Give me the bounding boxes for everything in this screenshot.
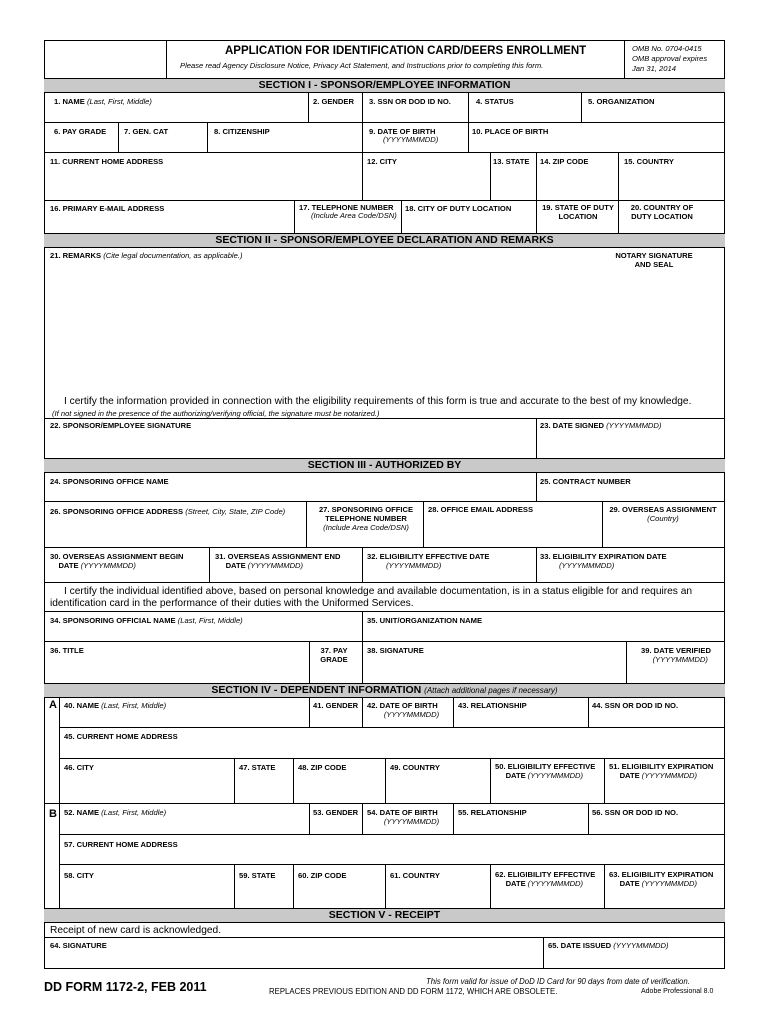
section-4-header: SECTION IV - DEPENDENT INFORMATION (Attach additional pages if necessary)	[44, 683, 725, 698]
field-17-label: 17. TELEPHONE NUMBER	[299, 203, 394, 212]
section-1-header: SECTION I - SPONSOR/EMPLOYEE INFORMATION	[44, 78, 725, 93]
validity-note: This form valid for issue of DoD ID Card for 90 days from date of verification.	[426, 977, 690, 986]
form-subtitle: Please read Agency Disclosure Notice, Privacy Act Statement, and Instructions prior to completing this form.	[180, 61, 544, 70]
header-divider-right	[624, 40, 625, 78]
field-12-label: 12. CITY	[367, 157, 397, 166]
divider	[602, 501, 603, 547]
field-11-label: 11. CURRENT HOME ADDRESS	[50, 157, 164, 166]
row-line	[44, 200, 725, 201]
frame-left	[44, 40, 45, 969]
divider	[604, 758, 605, 803]
form-identifier: DD FORM 1172-2, FEB 2011	[44, 980, 207, 994]
divider	[401, 200, 402, 233]
field-51-label: 51. ELIGIBILITY EXPIRATION DATE (YYYYMMMDD)	[609, 762, 714, 780]
header-divider-left	[166, 40, 167, 78]
omb-number: OMB No. 0704-0415	[632, 44, 702, 53]
field-21-label: 21. REMARKS (Cite legal documentation, as applicable.)	[50, 251, 243, 260]
field-56-label: 56. SSN OR DOD ID NO.	[592, 808, 679, 817]
divider	[490, 864, 491, 908]
field-30-label: 30. OVERSEAS ASSIGNMENT BEGIN DATE (YYYYMMMDD)	[50, 552, 184, 570]
omb-date: Jan 31, 2014	[632, 64, 676, 73]
dependent-b-marker: B	[49, 808, 57, 820]
divider	[385, 758, 386, 803]
field-40-label: 40. NAME (Last, First, Middle)	[64, 701, 167, 710]
field-6-label: 6. PAY GRADE	[54, 127, 107, 136]
divider	[234, 864, 235, 908]
field-10-label: 10. PLACE OF BIRTH	[472, 127, 549, 136]
notary-label: NOTARY SIGNATURE AND SEAL	[615, 251, 693, 269]
field-2-label: 2. GENDER	[313, 97, 354, 106]
divider	[536, 152, 537, 200]
dependent-a-marker: A	[49, 699, 57, 711]
field-61-label: 61. COUNTRY	[390, 871, 440, 880]
divider	[453, 803, 454, 834]
field-9-format: (YYYYMMMDD)	[383, 135, 439, 144]
section-3-header: SECTION III - AUTHORIZED BY	[44, 458, 725, 473]
divider	[618, 152, 619, 200]
divider	[306, 501, 307, 547]
field-27-label: 27. SPONSORING OFFICE TELEPHONE NUMBER (Include Area Code/DSN)	[318, 505, 414, 532]
divider	[309, 641, 310, 683]
row-line	[44, 611, 725, 612]
divider	[362, 547, 363, 582]
divider	[453, 697, 454, 727]
divider	[362, 697, 363, 727]
software-note: Adobe Professional 8.0	[641, 988, 714, 995]
divider	[423, 501, 424, 547]
section-2-header: SECTION II - SPONSOR/EMPLOYEE DECLARATION AND REMARKS	[44, 233, 725, 248]
certification-statement: I certify the information provided in connection with the eligibility requirements of this form is true and accurate to the best of my knowledge.	[64, 396, 692, 407]
divider	[59, 803, 60, 909]
divider	[362, 803, 363, 834]
divider	[490, 758, 491, 803]
field-25-label: 25. CONTRACT NUMBER	[540, 477, 631, 486]
field-20-label: 20. COUNTRY OF DUTY LOCATION	[630, 203, 694, 221]
notarize-note: (If not signed in the presence of the authorizing/verifying official, the signature must be notarized.)	[52, 409, 380, 418]
divider	[362, 152, 363, 200]
frame-top	[44, 40, 725, 41]
divider	[293, 758, 294, 803]
divider	[294, 200, 295, 233]
field-42-label: 42. DATE OF BIRTH (YYYYMMMDD)	[367, 701, 440, 719]
divider	[618, 200, 619, 233]
field-48-label: 48. ZIP CODE	[298, 763, 347, 772]
divider	[59, 697, 60, 803]
field-7-label: 7. GEN. CAT	[124, 127, 169, 136]
section-5-header: SECTION V - RECEIPT	[44, 908, 725, 923]
field-54-label: 54. DATE OF BIRTH (YYYYMMMDD)	[367, 808, 440, 826]
field-34-label: 34. SPONSORING OFFICIAL NAME (Last, First, Middle)	[50, 616, 243, 625]
field-14-label: 14. ZIP CODE	[540, 157, 589, 166]
row-line	[44, 152, 725, 153]
field-52-label: 52. NAME (Last, First, Middle)	[64, 808, 167, 817]
divider	[536, 418, 537, 458]
field-24-label: 24. SPONSORING OFFICE NAME	[50, 477, 169, 486]
field-60-label: 60. ZIP CODE	[298, 871, 347, 880]
row-line	[59, 727, 725, 728]
field-58-label: 58. CITY	[64, 871, 94, 880]
field-65-label: 65. DATE ISSUED (YYYYMMMDD)	[548, 941, 669, 950]
field-44-label: 44. SSN OR DOD ID NO.	[592, 701, 679, 710]
divider	[588, 803, 589, 834]
field-36-label: 36. TITLE	[50, 646, 84, 655]
omb-approval: OMB approval expires	[632, 54, 708, 63]
field-16-label: 16. PRIMARY E-MAIL ADDRESS	[50, 204, 165, 213]
divider	[308, 92, 309, 122]
receipt-acknowledgement: Receipt of new card is acknowledged.	[50, 925, 222, 936]
field-59-label: 59. STATE	[239, 871, 276, 880]
field-39-label: 39. DATE VERIFIED (YYYYMMMDD)	[641, 646, 711, 664]
field-9-label: 9. DATE OF BIRTH	[369, 127, 436, 136]
divider	[536, 547, 537, 582]
divider	[581, 92, 582, 122]
field-62-label: 62. ELIGIBILITY EFFECTIVE DATE (YYYYMMMDD)	[495, 870, 596, 888]
row-line	[44, 641, 725, 642]
field-53-label: 53. GENDER	[313, 808, 359, 817]
field-18-label: 18. CITY OF DUTY LOCATION	[405, 204, 512, 213]
field-47-label: 47. STATE	[239, 763, 276, 772]
divider	[207, 122, 208, 152]
row-line	[44, 803, 725, 804]
form-title: APPLICATION FOR IDENTIFICATION CARD/DEERS ENROLLMENT	[225, 45, 587, 57]
official-certification-line-1: I certify the individual identified above, based on personal knowledge and available documentation, is in a status eligible for and requires an	[64, 586, 693, 597]
field-29-label: 29. OVERSEAS ASSIGNMENT (Country)	[609, 505, 717, 523]
field-4-label: 4. STATUS	[476, 97, 514, 106]
row-line	[44, 418, 725, 419]
field-23-label: 23. DATE SIGNED (YYYYMMMDD)	[540, 421, 662, 430]
field-38-label: 38. SIGNATURE	[367, 646, 424, 655]
field-1-label: 1. NAME (Last, First, Middle)	[54, 97, 152, 106]
field-33-label: 33. ELIGIBILITY EXPIRATION DATE (YYYYMMMDD)	[540, 552, 667, 570]
replaces-note: REPLACES PREVIOUS EDITION AND DD FORM 1172, WHICH ARE OBSOLETE.	[269, 987, 558, 996]
divider	[118, 122, 119, 152]
divider	[626, 641, 627, 683]
field-50-label: 50. ELIGIBILITY EFFECTIVE DATE (YYYYMMMDD)	[495, 762, 596, 780]
field-28-label: 28. OFFICE EMAIL ADDRESS	[428, 505, 534, 514]
field-55-label: 55. RELATIONSHIP	[458, 808, 527, 817]
field-41-label: 41. GENDER	[313, 701, 359, 710]
divider	[234, 758, 235, 803]
divider	[293, 864, 294, 908]
field-3-label: 3. SSN OR DOD ID NO.	[369, 97, 451, 106]
field-49-label: 49. COUNTRY	[390, 763, 440, 772]
divider	[543, 937, 544, 968]
field-46-label: 46. CITY	[64, 763, 94, 772]
field-15-label: 15. COUNTRY	[624, 157, 674, 166]
field-31-label: 31. OVERSEAS ASSIGNMENT END DATE (YYYYMMMDD)	[215, 552, 341, 570]
divider	[536, 200, 537, 233]
row-line	[59, 834, 725, 835]
field-37-label: 37. PAY GRADE	[320, 646, 348, 664]
official-certification-line-2: identification card in the performance of their duties with the Uniformed Services.	[50, 598, 414, 609]
row-line	[44, 582, 725, 583]
divider	[362, 641, 363, 683]
row-line	[44, 501, 725, 502]
divider	[588, 697, 589, 727]
field-13-label: 13. STATE	[493, 157, 530, 166]
divider	[536, 472, 537, 502]
divider	[385, 864, 386, 908]
field-22-label: 22. SPONSOR/EMPLOYEE SIGNATURE	[50, 421, 192, 430]
field-32-label: 32. ELIGIBILITY EFFECTIVE DATE (YYYYMMMDD)	[367, 552, 490, 570]
field-64-label: 64. SIGNATURE	[50, 941, 107, 950]
field-45-label: 45. CURRENT HOME ADDRESS	[64, 732, 178, 741]
field-17-hint: (Include Area Code/DSN)	[311, 211, 397, 220]
frame-bottom	[44, 968, 725, 969]
frame-right	[724, 40, 725, 969]
divider	[468, 122, 469, 152]
field-26-label: 26. SPONSORING OFFICE ADDRESS (Street, City, State, ZIP Code)	[50, 507, 286, 516]
divider	[362, 92, 363, 122]
divider	[604, 864, 605, 908]
field-19-label: 19. STATE OF DUTY LOCATION	[542, 203, 614, 221]
divider	[362, 122, 363, 152]
row-line	[59, 864, 725, 865]
divider	[309, 803, 310, 834]
divider	[209, 547, 210, 582]
divider	[362, 611, 363, 641]
row-line	[59, 758, 725, 759]
field-57-label: 57. CURRENT HOME ADDRESS	[64, 840, 178, 849]
field-5-label: 5. ORGANIZATION	[588, 97, 655, 106]
field-8-label: 8. CITIZENSHIP	[214, 127, 270, 136]
field-35-label: 35. UNIT/ORGANIZATION NAME	[367, 616, 483, 625]
row-line	[44, 937, 725, 938]
row-line	[44, 122, 725, 123]
divider	[490, 152, 491, 200]
field-43-label: 43. RELATIONSHIP	[458, 701, 527, 710]
row-line	[44, 547, 725, 548]
divider	[309, 697, 310, 727]
field-63-label: 63. ELIGIBILITY EXPIRATION DATE (YYYYMMMDD)	[609, 870, 714, 888]
divider	[468, 92, 469, 122]
